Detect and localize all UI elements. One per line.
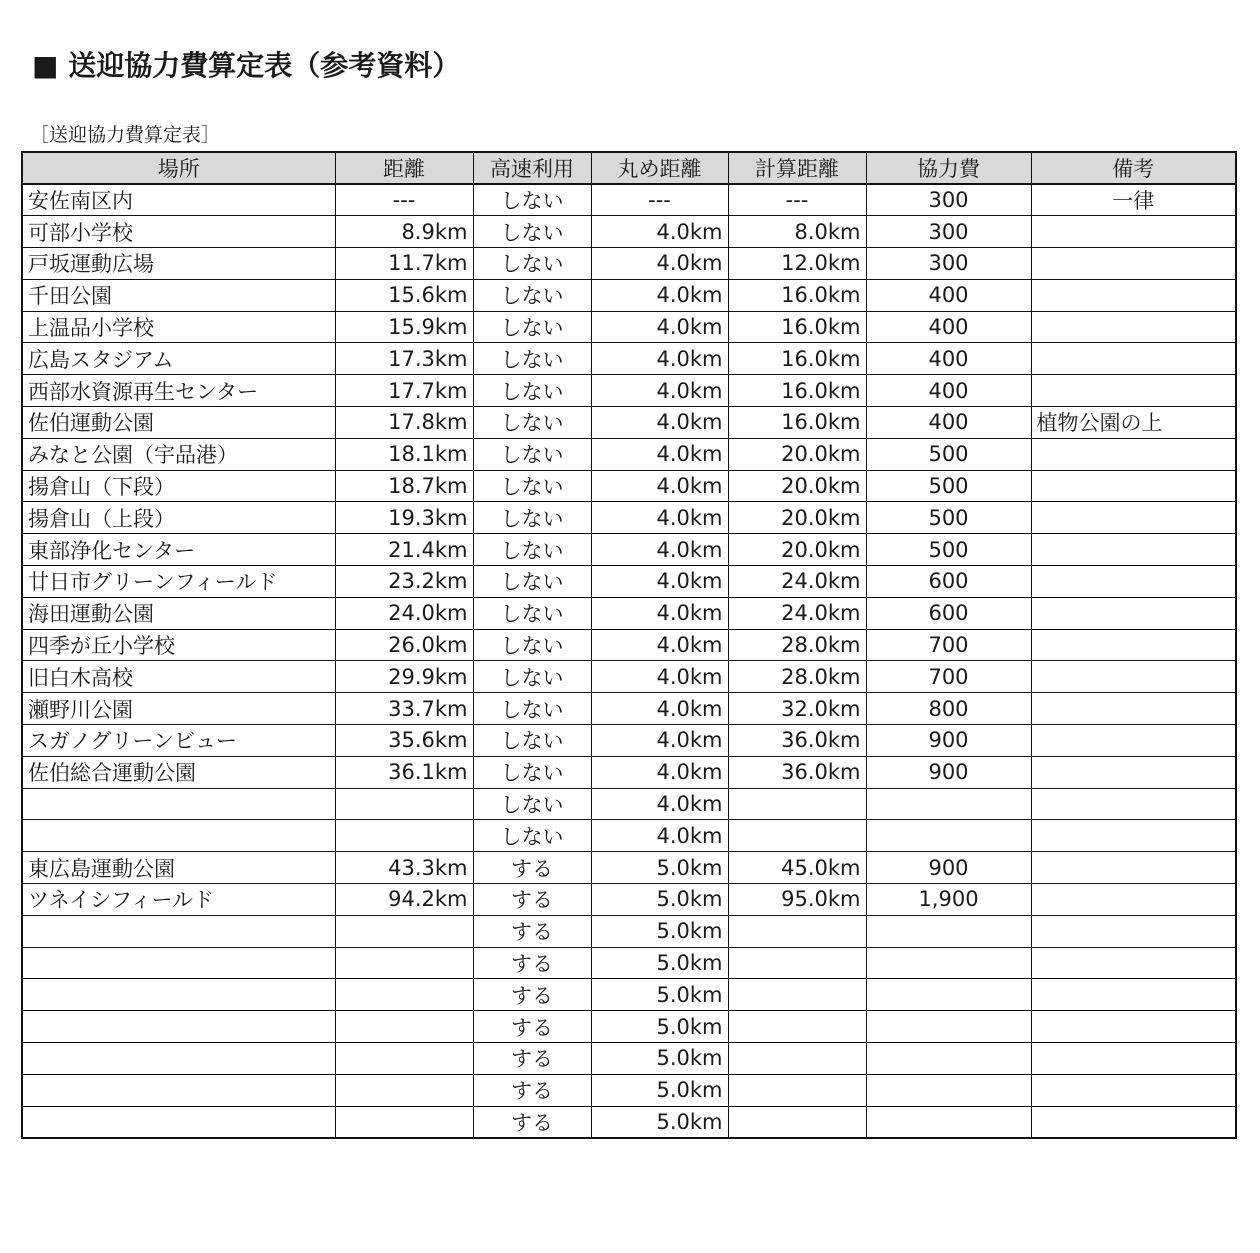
cell-note: 一律: [1031, 184, 1236, 216]
cell-highway: しない: [473, 756, 591, 788]
cell-calc: [728, 915, 866, 947]
cell-rounded: 5.0km: [591, 979, 728, 1011]
cell-highway: する: [473, 947, 591, 979]
cell-distance: [335, 788, 473, 820]
cell-calc: [728, 820, 866, 852]
cell-calc: 28.0km: [728, 629, 866, 661]
cell-calc: [728, 1106, 866, 1138]
cell-note: [1031, 1011, 1236, 1043]
cell-calc: 16.0km: [728, 343, 866, 375]
header-calc: 計算距離: [728, 152, 866, 184]
table-row: [22, 216, 1236, 248]
cell-highway: する: [473, 979, 591, 1011]
cell-rounded: 4.0km: [591, 216, 728, 248]
cell-calc: 32.0km: [728, 693, 866, 725]
cell-note: [1031, 438, 1236, 470]
cell-place: [22, 915, 335, 947]
cell-rounded: 5.0km: [591, 1043, 728, 1075]
cell-note: [1031, 788, 1236, 820]
cell-fee: 700: [866, 661, 1031, 693]
table-row: [22, 407, 1236, 439]
header-note: 備考: [1031, 152, 1236, 184]
cell-distance: 21.4km: [335, 534, 473, 566]
cell-highway: しない: [473, 820, 591, 852]
cell-distance: 15.9km: [335, 311, 473, 343]
cell-place: みなと公園（宇品港）: [22, 438, 335, 470]
header-place: 場所: [22, 152, 335, 184]
cell-note: [1031, 756, 1236, 788]
cell-place: 四季が丘小学校: [22, 629, 335, 661]
cell-rounded: 4.0km: [591, 725, 728, 757]
cell-place: [22, 1043, 335, 1075]
cell-fee: [866, 788, 1031, 820]
cell-place: スガノグリーンビュー: [22, 725, 335, 757]
cell-place: 揚倉山（下段）: [22, 470, 335, 502]
cell-rounded: 4.0km: [591, 756, 728, 788]
cell-distance: [335, 1011, 473, 1043]
cell-note: 植物公園の上: [1031, 407, 1236, 439]
cell-note: [1031, 820, 1236, 852]
cell-distance: [335, 820, 473, 852]
cell-distance: 17.8km: [335, 407, 473, 439]
cell-rounded: 4.0km: [591, 534, 728, 566]
cell-place: [22, 820, 335, 852]
cell-note: [1031, 1074, 1236, 1106]
cell-distance: 8.9km: [335, 216, 473, 248]
cell-rounded: 4.0km: [591, 502, 728, 534]
table-body: [22, 184, 1236, 1138]
cell-calc: 16.0km: [728, 375, 866, 407]
table-row: [22, 725, 1236, 757]
cell-distance: [335, 947, 473, 979]
cell-fee: 900: [866, 725, 1031, 757]
cell-note: [1031, 375, 1236, 407]
cell-fee: 500: [866, 502, 1031, 534]
cell-note: [1031, 1106, 1236, 1138]
cell-note: [1031, 693, 1236, 725]
fee-table: [21, 151, 1237, 1139]
cell-rounded: 4.0km: [591, 693, 728, 725]
cell-highway: しない: [473, 311, 591, 343]
table-row: [22, 438, 1236, 470]
cell-highway: しない: [473, 375, 591, 407]
cell-rounded: 4.0km: [591, 438, 728, 470]
table-row: [22, 470, 1236, 502]
cell-calc: 16.0km: [728, 279, 866, 311]
cell-highway: しない: [473, 407, 591, 439]
table-row: [22, 375, 1236, 407]
cell-place: 安佐南区内: [22, 184, 335, 216]
cell-place: 海田運動公園: [22, 597, 335, 629]
cell-distance: 33.7km: [335, 693, 473, 725]
cell-calc: 8.0km: [728, 216, 866, 248]
header-highway: 高速利用: [473, 152, 591, 184]
cell-rounded: 4.0km: [591, 470, 728, 502]
cell-highway: しない: [473, 184, 591, 216]
table-row: [22, 979, 1236, 1011]
cell-distance: 94.2km: [335, 884, 473, 916]
cell-distance: 17.3km: [335, 343, 473, 375]
cell-distance: [335, 1106, 473, 1138]
cell-distance: ---: [335, 184, 473, 216]
cell-place: 佐伯総合運動公園: [22, 756, 335, 788]
cell-fee: 800: [866, 693, 1031, 725]
cell-place: [22, 947, 335, 979]
cell-calc: 95.0km: [728, 884, 866, 916]
table-row: [22, 279, 1236, 311]
header-rounded: 丸め距離: [591, 152, 728, 184]
cell-fee: 600: [866, 566, 1031, 598]
cell-fee: 500: [866, 470, 1031, 502]
cell-calc: 24.0km: [728, 597, 866, 629]
cell-highway: しない: [473, 788, 591, 820]
table-row: [22, 1043, 1236, 1075]
cell-highway: する: [473, 884, 591, 916]
cell-calc: 20.0km: [728, 470, 866, 502]
cell-calc: 24.0km: [728, 566, 866, 598]
cell-distance: 26.0km: [335, 629, 473, 661]
cell-note: [1031, 470, 1236, 502]
table-caption: ［送迎協力費算定表］: [30, 124, 221, 146]
cell-note: [1031, 248, 1236, 280]
table-row: [22, 343, 1236, 375]
table-row: [22, 597, 1236, 629]
table-row: [22, 629, 1236, 661]
table-row: [22, 756, 1236, 788]
cell-place: 広島スタジアム: [22, 343, 335, 375]
cell-fee: [866, 1011, 1031, 1043]
cell-place: 西部水資源再生センター: [22, 375, 335, 407]
cell-highway: する: [473, 1106, 591, 1138]
cell-note: [1031, 661, 1236, 693]
cell-calc: 20.0km: [728, 534, 866, 566]
cell-highway: しない: [473, 248, 591, 280]
cell-place: 瀬野川公園: [22, 693, 335, 725]
cell-calc: [728, 947, 866, 979]
cell-calc: [728, 1074, 866, 1106]
cell-note: [1031, 979, 1236, 1011]
page-title: ■ 送迎協力費算定表（参考資料）: [32, 49, 461, 82]
cell-place: 廿日市グリーンフィールド: [22, 566, 335, 598]
cell-fee: 400: [866, 311, 1031, 343]
table-row: [22, 947, 1236, 979]
cell-place: ツネイシフィールド: [22, 884, 335, 916]
cell-rounded: 5.0km: [591, 1106, 728, 1138]
cell-rounded: 5.0km: [591, 1074, 728, 1106]
cell-distance: 18.1km: [335, 438, 473, 470]
cell-note: [1031, 597, 1236, 629]
cell-rounded: 5.0km: [591, 884, 728, 916]
cell-calc: [728, 979, 866, 1011]
cell-note: [1031, 279, 1236, 311]
cell-highway: しない: [473, 343, 591, 375]
cell-rounded: 4.0km: [591, 661, 728, 693]
cell-calc: [728, 788, 866, 820]
cell-highway: しない: [473, 725, 591, 757]
cell-distance: 43.3km: [335, 852, 473, 884]
cell-place: 揚倉山（上段）: [22, 502, 335, 534]
cell-highway: しない: [473, 470, 591, 502]
cell-distance: 17.7km: [335, 375, 473, 407]
cell-rounded: 4.0km: [591, 407, 728, 439]
cell-fee: [866, 1074, 1031, 1106]
cell-highway: しない: [473, 597, 591, 629]
cell-highway: しない: [473, 661, 591, 693]
cell-note: [1031, 1043, 1236, 1075]
table-row: [22, 661, 1236, 693]
cell-place: 可部小学校: [22, 216, 335, 248]
cell-distance: 19.3km: [335, 502, 473, 534]
cell-calc: 28.0km: [728, 661, 866, 693]
cell-highway: しない: [473, 693, 591, 725]
cell-fee: 400: [866, 279, 1031, 311]
cell-highway: する: [473, 1043, 591, 1075]
cell-rounded: 5.0km: [591, 915, 728, 947]
cell-rounded: 4.0km: [591, 820, 728, 852]
table-row: [22, 1106, 1236, 1138]
cell-distance: 18.7km: [335, 470, 473, 502]
cell-fee: 500: [866, 438, 1031, 470]
table-row: [22, 693, 1236, 725]
cell-note: [1031, 502, 1236, 534]
cell-place: [22, 979, 335, 1011]
table-row: [22, 534, 1236, 566]
cell-fee: 400: [866, 375, 1031, 407]
cell-highway: する: [473, 1011, 591, 1043]
table-row: [22, 502, 1236, 534]
cell-fee: 300: [866, 248, 1031, 280]
cell-fee: [866, 1043, 1031, 1075]
cell-place: [22, 788, 335, 820]
cell-rounded: 5.0km: [591, 947, 728, 979]
cell-rounded: 4.0km: [591, 248, 728, 280]
cell-distance: [335, 915, 473, 947]
cell-rounded: 4.0km: [591, 597, 728, 629]
cell-fee: [866, 947, 1031, 979]
table-row: [22, 1011, 1236, 1043]
table-row: [22, 566, 1236, 598]
cell-rounded: 4.0km: [591, 343, 728, 375]
cell-rounded: ---: [591, 184, 728, 216]
header-distance: 距離: [335, 152, 473, 184]
cell-distance: 15.6km: [335, 279, 473, 311]
cell-calc: 20.0km: [728, 502, 866, 534]
cell-place: 旧白木高校: [22, 661, 335, 693]
cell-calc: 16.0km: [728, 407, 866, 439]
cell-fee: 500: [866, 534, 1031, 566]
header-row: [22, 152, 1236, 184]
table-row: [22, 915, 1236, 947]
cell-place: 東広島運動公園: [22, 852, 335, 884]
cell-rounded: 4.0km: [591, 375, 728, 407]
cell-fee: 700: [866, 629, 1031, 661]
cell-note: [1031, 343, 1236, 375]
cell-highway: しない: [473, 279, 591, 311]
cell-calc: 36.0km: [728, 756, 866, 788]
table-row: [22, 788, 1236, 820]
cell-place: [22, 1074, 335, 1106]
cell-distance: 35.6km: [335, 725, 473, 757]
cell-calc: 12.0km: [728, 248, 866, 280]
cell-note: [1031, 947, 1236, 979]
table-row: [22, 1074, 1236, 1106]
cell-note: [1031, 311, 1236, 343]
cell-note: [1031, 884, 1236, 916]
table-row: [22, 184, 1236, 216]
cell-calc: [728, 1011, 866, 1043]
cell-place: 千田公園: [22, 279, 335, 311]
cell-note: [1031, 725, 1236, 757]
cell-distance: [335, 1074, 473, 1106]
cell-distance: 23.2km: [335, 566, 473, 598]
cell-place: 上温品小学校: [22, 311, 335, 343]
cell-fee: 400: [866, 407, 1031, 439]
cell-fee: 600: [866, 597, 1031, 629]
cell-calc: ---: [728, 184, 866, 216]
cell-distance: 36.1km: [335, 756, 473, 788]
cell-fee: [866, 820, 1031, 852]
table-row: [22, 820, 1236, 852]
cell-note: [1031, 629, 1236, 661]
cell-calc: [728, 1043, 866, 1075]
cell-rounded: 4.0km: [591, 279, 728, 311]
cell-calc: 45.0km: [728, 852, 866, 884]
cell-rounded: 4.0km: [591, 788, 728, 820]
cell-place: 戸坂運動広場: [22, 248, 335, 280]
cell-fee: 300: [866, 216, 1031, 248]
cell-highway: しない: [473, 566, 591, 598]
cell-highway: しない: [473, 438, 591, 470]
cell-rounded: 5.0km: [591, 1011, 728, 1043]
cell-highway: しない: [473, 534, 591, 566]
cell-place: 佐伯運動公園: [22, 407, 335, 439]
header-fee: 協力費: [866, 152, 1031, 184]
cell-place: [22, 1106, 335, 1138]
cell-place: 東部浄化センター: [22, 534, 335, 566]
cell-calc: 16.0km: [728, 311, 866, 343]
cell-rounded: 4.0km: [591, 311, 728, 343]
cell-fee: 400: [866, 343, 1031, 375]
table-row: [22, 884, 1236, 916]
cell-fee: 1,900: [866, 884, 1031, 916]
cell-distance: [335, 1043, 473, 1075]
cell-distance: 11.7km: [335, 248, 473, 280]
cell-fee: [866, 979, 1031, 1011]
cell-fee: 300: [866, 184, 1031, 216]
table-row: [22, 311, 1236, 343]
cell-rounded: 4.0km: [591, 566, 728, 598]
cell-highway: しない: [473, 629, 591, 661]
cell-note: [1031, 216, 1236, 248]
cell-highway: しない: [473, 502, 591, 534]
table-row: [22, 852, 1236, 884]
cell-distance: 29.9km: [335, 661, 473, 693]
cell-rounded: 4.0km: [591, 629, 728, 661]
cell-note: [1031, 534, 1236, 566]
cell-fee: [866, 915, 1031, 947]
table-row: [22, 248, 1236, 280]
cell-distance: [335, 979, 473, 1011]
cell-rounded: 5.0km: [591, 852, 728, 884]
cell-highway: する: [473, 915, 591, 947]
cell-fee: 900: [866, 756, 1031, 788]
cell-place: [22, 1011, 335, 1043]
cell-highway: する: [473, 1074, 591, 1106]
cell-note: [1031, 852, 1236, 884]
cell-note: [1031, 566, 1236, 598]
cell-highway: する: [473, 852, 591, 884]
cell-fee: [866, 1106, 1031, 1138]
cell-note: [1031, 915, 1236, 947]
cell-calc: 36.0km: [728, 725, 866, 757]
cell-highway: しない: [473, 216, 591, 248]
cell-calc: 20.0km: [728, 438, 866, 470]
cell-distance: 24.0km: [335, 597, 473, 629]
cell-fee: 900: [866, 852, 1031, 884]
